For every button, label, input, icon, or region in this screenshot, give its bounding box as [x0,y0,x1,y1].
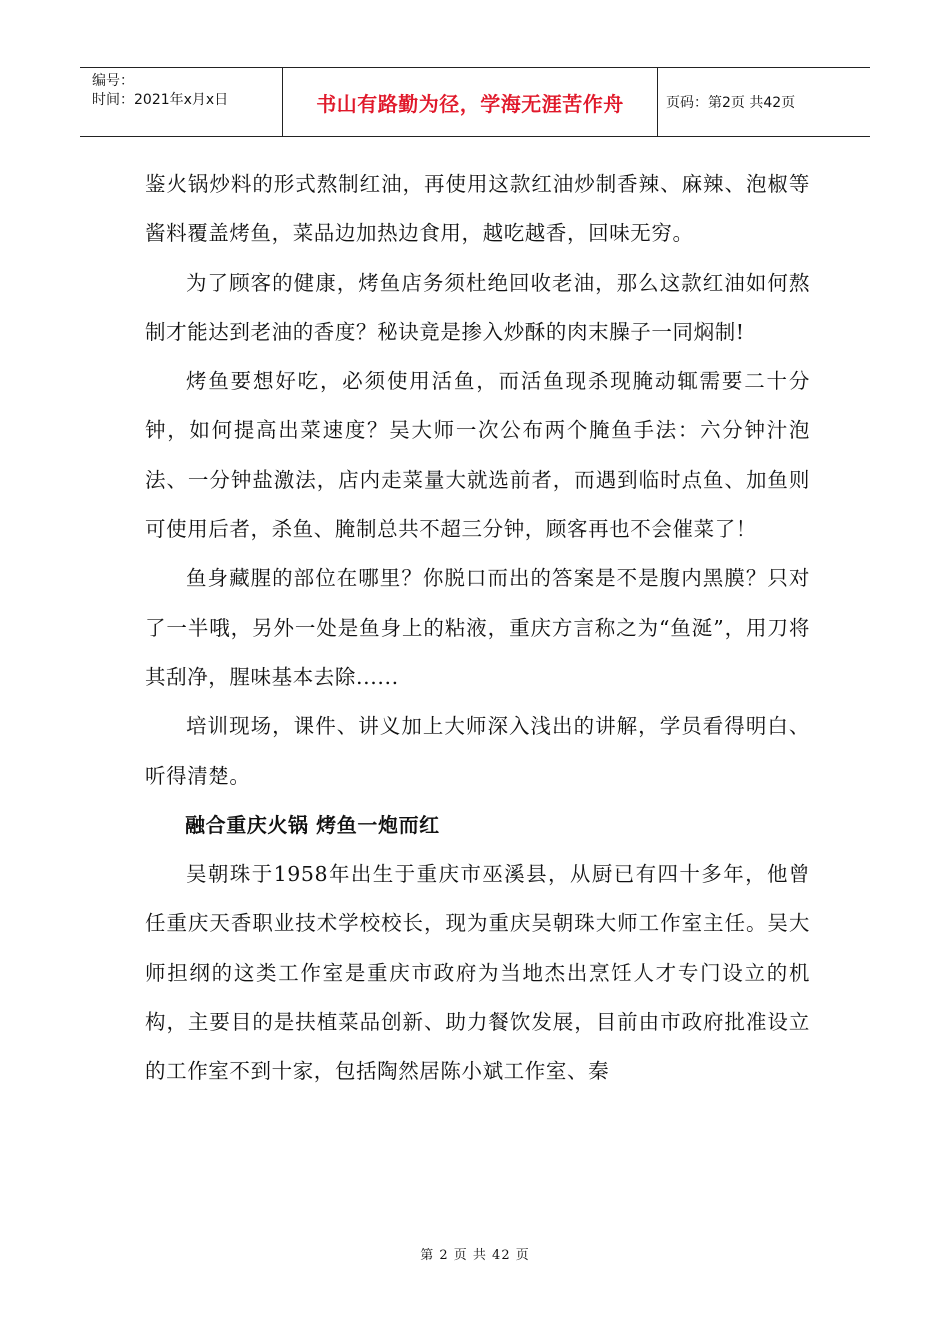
section-heading: 融合重庆火锅 烤鱼一炮而红 [185,812,440,837]
header-motto: 书山有路勤为径，学海无涯苦作舟 [283,68,658,136]
document-number-label: 编号： [92,73,134,89]
paragraph: 培训现场，课件、讲义加上大师深入浅出的讲解，学员看得明白、听得清楚。 [145,714,810,788]
page-footer: 第 2 页 共 42 页 [420,1248,530,1263]
paragraph: 为了顾客的健康，烤鱼店务须杜绝回收老油，那么这款红油如何熬制才能达到老油的香度？秘诀竟是掺入炒酥的肉末臊子一同焖制! [145,270,810,344]
paragraph: 鉴火锅炒料的形式熬制红油，再使用这款红油炒制香辣、麻辣、泡椒等酱料覆盖烤鱼，菜品边加热边食用，越吃越香，回味无穷。 [145,172,810,246]
paragraph: 烤鱼要想好吃，必须使用活鱼，而活鱼现杀现腌动辄需要二十分钟，如何提高出菜速度？吴大师一次公布两个腌鱼手法：六分钟汁泡法、一分钟盐激法，店内走菜量大就选前者，而遇到临时点鱼、加鱼则可使用后者，杀鱼、腌制总共不超三分钟，顾客再也不会催菜了！ [145,369,810,542]
paragraph: 吴朝珠于1958年出生于重庆市巫溪县，从厨已有四十多年，他曾任重庆天香职业技术学校校长，现为重庆吴朝珠大师工作室主任。吴大师担纲的这类工作室是重庆市政府为当地杰出烹饪人才专门设立的机构，主要目的是扶植菜品创新、助力餐饮发展，目前由市政府批准设立的工作室不到十家，包括陶然居陈小斌工作室、秦 [145,862,810,1084]
page-header [80,67,870,137]
document-body [145,160,810,1097]
document-date: 时间：2021年x月x日 [92,92,229,108]
header-meta [80,68,283,136]
paragraph: 鱼身藏腥的部位在哪里？你脱口而出的答案是不是腹内黑膜？只对了一半哦，另外一处是鱼身上的粘液，重庆方言称之为“鱼涎”，用刀将其刮净，腥味基本去除...... [145,566,810,689]
header-page-info: 页码：第2页 共42页 [666,95,796,111]
